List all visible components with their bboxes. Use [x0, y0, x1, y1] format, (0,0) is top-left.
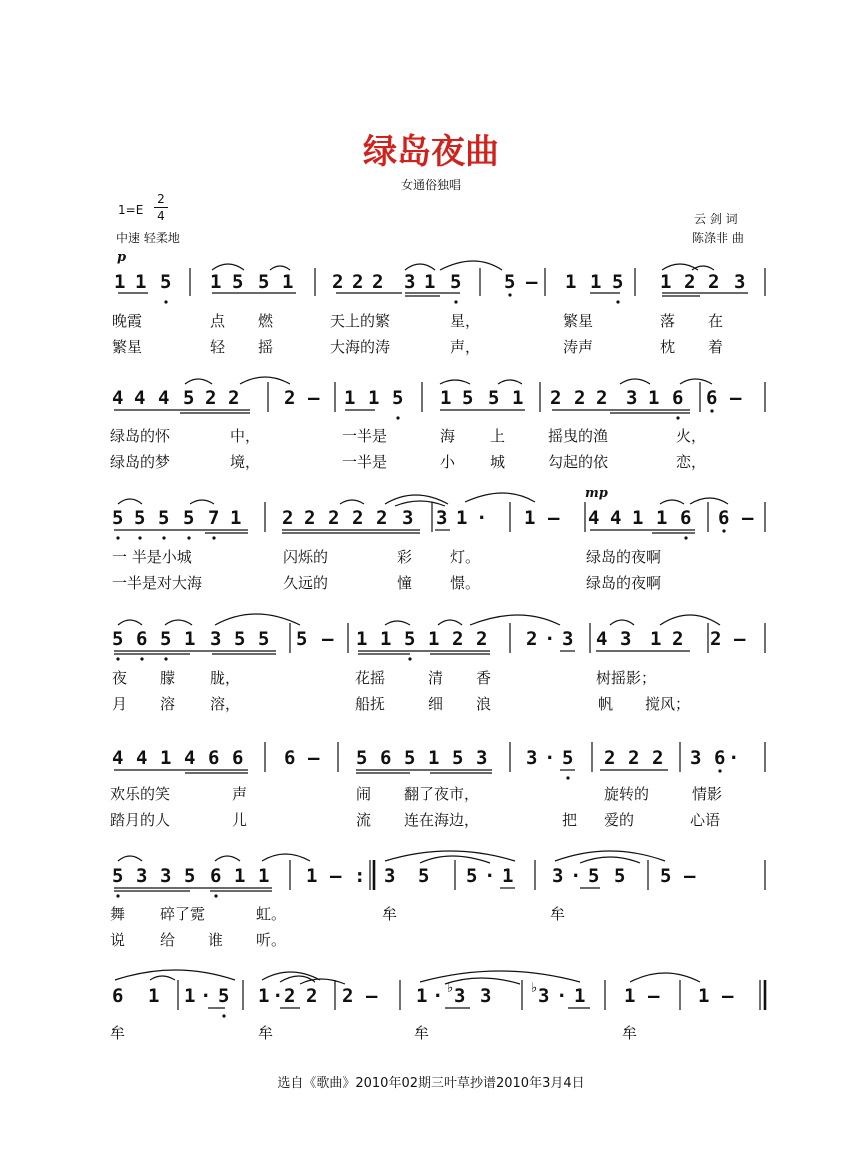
svg-text:–: –: [308, 747, 320, 769]
lyric-syllable: 彩: [397, 548, 413, 566]
lyric-syllable: 在: [708, 312, 724, 330]
svg-text:6: 6: [284, 747, 296, 769]
svg-text:1: 1: [380, 628, 392, 650]
lyric-syllable: 繁星: [563, 312, 594, 330]
svg-text:2: 2: [710, 628, 722, 650]
lyric-syllable: 牟: [382, 905, 398, 923]
svg-text:·: ·: [432, 985, 444, 1007]
svg-text:–: –: [330, 865, 342, 887]
lyric-syllable: 心语: [690, 811, 721, 829]
lyric-syllable: 浪: [476, 695, 492, 713]
svg-text:5: 5: [112, 865, 124, 887]
score-line-1: [0, 250, 862, 360]
svg-text:1: 1: [512, 387, 524, 409]
score-line-2: [0, 370, 862, 480]
svg-text:1: 1: [456, 507, 468, 529]
lyric-syllable: 翻了夜市，: [404, 785, 480, 803]
svg-text:4: 4: [136, 747, 148, 769]
svg-text:4: 4: [158, 387, 170, 409]
lyric-syllable: 说: [110, 931, 126, 949]
lyric-syllable: 声: [232, 785, 248, 803]
lyric-syllable: 虹。: [256, 905, 287, 923]
svg-text:2: 2: [228, 387, 240, 409]
svg-text:1: 1: [114, 271, 126, 293]
svg-text:–: –: [322, 628, 334, 650]
lyric-syllable: 牟: [622, 1024, 638, 1042]
svg-text:5: 5: [488, 387, 500, 409]
notation-line-6: [0, 845, 862, 955]
svg-text:2: 2: [652, 747, 664, 769]
lyric-syllable: 夜: [112, 669, 128, 687]
svg-text:–: –: [722, 985, 734, 1007]
svg-text:2: 2: [596, 387, 608, 409]
svg-text:6: 6: [706, 387, 718, 409]
dynamic-p: p: [117, 250, 127, 265]
lyric-syllable: 绿岛的夜啊: [586, 574, 662, 592]
svg-text:2: 2: [708, 271, 720, 293]
svg-text:1: 1: [344, 387, 356, 409]
lyric-syllable: 旋转的: [604, 785, 650, 803]
svg-text:5: 5: [462, 387, 474, 409]
svg-text:3: 3: [562, 628, 574, 650]
lyric-syllable: 牟: [550, 905, 566, 923]
lyric-syllable: 绿岛的梦: [110, 453, 171, 471]
svg-text:3: 3: [436, 507, 448, 529]
svg-text:–: –: [308, 387, 320, 409]
lyric-syllable: 碎了霓: [160, 905, 206, 923]
svg-text:5: 5: [466, 865, 478, 887]
lyric-syllable: 谁: [208, 931, 224, 949]
lyric-syllable: 细: [428, 695, 444, 713]
svg-text:2: 2: [476, 628, 488, 650]
lyric-syllable: 欢乐的笑: [110, 785, 171, 803]
svg-text:5: 5: [562, 747, 574, 769]
lyric-syllable: 绿岛的怀: [110, 427, 171, 445]
svg-text:3: 3: [734, 271, 746, 293]
lyric-syllable: 闹: [356, 785, 372, 803]
lyric-syllable: 燃: [258, 312, 274, 330]
lyric-syllable: 境，: [230, 453, 261, 471]
svg-text:·: ·: [570, 865, 582, 887]
svg-text:3: 3: [404, 271, 416, 293]
svg-text:1: 1: [650, 628, 662, 650]
svg-text:2: 2: [604, 747, 616, 769]
lyric-syllable: 涛声: [563, 338, 594, 356]
svg-text:·: ·: [544, 747, 556, 769]
svg-text:♭: ♭: [446, 980, 455, 996]
svg-text:4: 4: [596, 628, 608, 650]
lyric-syllable: 月: [112, 695, 128, 713]
time-signature-bottom: 4: [157, 209, 165, 223]
svg-text:1: 1: [184, 985, 196, 1007]
lyric-syllable: 踏月的人: [110, 811, 171, 829]
lyric-syllable: 花摇: [355, 669, 386, 687]
svg-text:1: 1: [416, 985, 428, 1007]
svg-text:3: 3: [402, 507, 414, 529]
lyric-syllable: 一半是对大海: [112, 574, 203, 592]
lyric-syllable: 帆: [598, 695, 614, 713]
svg-text:6: 6: [136, 628, 148, 650]
svg-text:2: 2: [284, 387, 296, 409]
svg-text:5: 5: [160, 628, 172, 650]
lyric-syllable: 落: [660, 312, 676, 330]
svg-text:6: 6: [208, 747, 220, 769]
svg-text:·: ·: [476, 507, 488, 529]
svg-text:2: 2: [352, 271, 364, 293]
svg-text:1: 1: [368, 387, 380, 409]
svg-text:3: 3: [476, 747, 488, 769]
svg-text:4: 4: [112, 387, 124, 409]
svg-text:5: 5: [660, 865, 672, 887]
lyric-syllable: 儿: [232, 811, 248, 829]
svg-text:5: 5: [452, 747, 464, 769]
lyric-syllable: 中，: [230, 427, 261, 445]
svg-text:–: –: [684, 865, 696, 887]
svg-text:5: 5: [450, 271, 462, 293]
lyric-syllable: 点: [210, 312, 226, 330]
svg-text:6: 6: [112, 985, 124, 1007]
svg-text:5: 5: [258, 271, 270, 293]
lyric-syllable: 海: [440, 427, 456, 445]
svg-text:1: 1: [282, 271, 294, 293]
lyric-syllable: 情影: [692, 785, 723, 803]
svg-text:1: 1: [210, 271, 222, 293]
svg-text:5: 5: [392, 387, 404, 409]
svg-text:2: 2: [328, 507, 340, 529]
svg-text:1: 1: [656, 507, 668, 529]
svg-text:5: 5: [612, 271, 624, 293]
svg-text:3: 3: [136, 865, 148, 887]
svg-text:2: 2: [684, 271, 696, 293]
svg-text:1: 1: [590, 271, 602, 293]
lyric-syllable: 溶，: [210, 695, 241, 713]
svg-text:5: 5: [404, 747, 416, 769]
svg-text:2: 2: [352, 507, 364, 529]
svg-text:2: 2: [372, 271, 384, 293]
svg-text:2: 2: [306, 985, 318, 1007]
svg-text:5: 5: [296, 628, 308, 650]
svg-text:1: 1: [632, 507, 644, 529]
lyric-syllable: 上: [490, 427, 506, 445]
lyric-syllable: 勾起的依: [548, 453, 609, 471]
svg-text:5: 5: [234, 628, 246, 650]
lyric-syllable: 轻: [210, 338, 226, 356]
svg-text:5: 5: [112, 507, 124, 529]
svg-text:4: 4: [610, 507, 622, 529]
lyric-syllable: 胧，: [210, 669, 241, 687]
svg-text:2: 2: [452, 628, 464, 650]
composer-credit: 陈涤非 曲: [692, 231, 744, 245]
svg-text:7: 7: [208, 507, 220, 529]
svg-text:3: 3: [538, 985, 550, 1007]
dynamic-mp: mp: [585, 486, 608, 501]
svg-text:6: 6: [672, 387, 684, 409]
lyric-syllable: 摇: [258, 338, 274, 356]
performance-type: 女通俗独唱: [400, 178, 461, 192]
svg-text:5: 5: [258, 628, 270, 650]
lyric-syllable: 牟: [110, 1024, 126, 1042]
svg-text:3: 3: [552, 865, 564, 887]
svg-text:–: –: [526, 271, 538, 293]
notation-line-7: [0, 960, 862, 1070]
svg-text:1: 1: [306, 865, 318, 887]
svg-text:5: 5: [418, 865, 430, 887]
lyric-syllable: 舞: [110, 905, 126, 923]
svg-text:3: 3: [160, 865, 172, 887]
svg-text::: :: [354, 865, 366, 887]
lyric-syllable: 摇曳的渔: [548, 427, 609, 445]
svg-text:5: 5: [504, 271, 516, 293]
svg-text:3: 3: [626, 387, 638, 409]
svg-text:1: 1: [356, 628, 368, 650]
svg-text:·: ·: [484, 865, 496, 887]
svg-text:5: 5: [183, 387, 195, 409]
svg-text:3: 3: [454, 985, 466, 1007]
lyric-syllable: 天上的繁: [330, 312, 391, 330]
score-line-3: [0, 488, 862, 598]
lyric-syllable: 一半是: [342, 427, 388, 445]
svg-text:2: 2: [284, 985, 296, 1007]
lyric-syllable: 火，: [676, 427, 707, 445]
svg-text:·: ·: [200, 985, 212, 1007]
svg-text:4: 4: [134, 387, 146, 409]
svg-text:·: ·: [272, 985, 284, 1007]
lyricist-credit: 云 剑 词: [694, 212, 738, 226]
svg-text:2: 2: [574, 387, 586, 409]
svg-text:6: 6: [232, 747, 244, 769]
svg-text:1: 1: [135, 271, 147, 293]
lyric-syllable: 朦: [160, 669, 176, 687]
source-note: 选自《歌曲》2010年02期三叶草抄谱2010年3月4日: [277, 1076, 585, 1091]
svg-text:–: –: [730, 387, 742, 409]
tempo-marking: 中速 轻柔地: [116, 231, 180, 245]
svg-text:–: –: [548, 507, 560, 529]
lyric-syllable: 繁星: [112, 338, 143, 356]
svg-text:2: 2: [628, 747, 640, 769]
score-line-7: [0, 960, 862, 1070]
lyric-syllable: 连在海边，: [404, 811, 480, 829]
svg-text:2: 2: [304, 507, 316, 529]
lyric-syllable: 把: [562, 811, 578, 829]
lyric-syllable: 爱的: [604, 811, 635, 829]
svg-text:5: 5: [112, 628, 124, 650]
svg-text:1: 1: [424, 271, 436, 293]
lyric-syllable: 着: [708, 338, 724, 356]
time-signature-top: 2: [154, 191, 168, 208]
svg-text:3: 3: [480, 985, 492, 1007]
svg-text:♭: ♭: [530, 980, 539, 996]
svg-text:3: 3: [210, 628, 222, 650]
svg-text:2: 2: [332, 271, 344, 293]
svg-text:1: 1: [440, 387, 452, 409]
lyric-syllable: 溶: [160, 695, 176, 713]
lyric-syllable: 一半是: [342, 453, 388, 471]
svg-text:·: ·: [728, 747, 740, 769]
lyric-syllable: 牟: [414, 1024, 430, 1042]
svg-text:3: 3: [690, 747, 702, 769]
svg-text:4: 4: [184, 747, 196, 769]
lyric-syllable: 大海的涛: [330, 338, 391, 356]
svg-text:1: 1: [234, 865, 246, 887]
lyric-syllable: 一 半是小城: [112, 548, 192, 566]
svg-text:3: 3: [384, 865, 396, 887]
svg-text:1: 1: [574, 985, 586, 1007]
svg-text:1: 1: [428, 747, 440, 769]
svg-text:3: 3: [526, 747, 538, 769]
key-signature: 1=E: [118, 203, 144, 217]
lyric-syllable: 听。: [256, 931, 287, 949]
lyric-syllable: 憧: [397, 574, 413, 592]
svg-text:3: 3: [620, 628, 632, 650]
lyric-syllable: 搅风；: [645, 695, 691, 713]
score-line-5: [0, 730, 862, 840]
svg-text:1: 1: [624, 985, 636, 1007]
lyric-syllable: 闪烁的: [283, 548, 329, 566]
svg-text:1: 1: [502, 865, 514, 887]
svg-text:6: 6: [718, 507, 730, 529]
svg-text:5: 5: [134, 507, 146, 529]
svg-text:5: 5: [404, 628, 416, 650]
lyric-syllable: 船抚: [355, 695, 386, 713]
lyric-syllable: 流: [356, 811, 372, 829]
lyric-syllable: 绿岛的夜啊: [586, 548, 662, 566]
svg-text:1: 1: [698, 985, 710, 1007]
svg-text:5: 5: [232, 271, 244, 293]
svg-text:1: 1: [428, 628, 440, 650]
lyric-syllable: 灯。: [450, 548, 481, 566]
score-line-4: [0, 605, 862, 715]
lyric-syllable: 清: [428, 669, 444, 687]
svg-text:5: 5: [356, 747, 368, 769]
svg-text:–: –: [648, 985, 660, 1007]
svg-text:1: 1: [160, 747, 172, 769]
svg-text:5: 5: [184, 865, 196, 887]
svg-text:1: 1: [660, 271, 672, 293]
svg-text:5: 5: [588, 865, 600, 887]
svg-text:1: 1: [524, 507, 536, 529]
lyric-syllable: 声，: [450, 338, 481, 356]
svg-text:2: 2: [376, 507, 388, 529]
svg-text:·: ·: [544, 628, 556, 650]
time-signature: [154, 191, 168, 224]
svg-text:2: 2: [205, 387, 217, 409]
lyric-syllable: 晚霞: [112, 312, 143, 330]
lyric-syllable: 香: [476, 669, 492, 687]
score-line-6: [0, 845, 862, 955]
svg-text:1: 1: [648, 387, 660, 409]
lyric-syllable: 城: [490, 453, 506, 471]
svg-text:5: 5: [218, 985, 230, 1007]
lyric-syllable: 给: [160, 931, 176, 949]
svg-text:6: 6: [380, 747, 392, 769]
lyric-syllable: 星，: [450, 312, 481, 330]
lyric-syllable: 久远的: [283, 574, 329, 592]
svg-text:1: 1: [148, 985, 160, 1007]
lyric-syllable: 小: [440, 453, 456, 471]
svg-text:2: 2: [672, 628, 684, 650]
svg-text:4: 4: [112, 747, 124, 769]
svg-text:1: 1: [184, 628, 196, 650]
lyric-syllable: 树摇影；: [596, 669, 657, 687]
lyric-syllable: 憬。: [450, 574, 481, 592]
svg-text:5: 5: [183, 507, 195, 529]
svg-text:2: 2: [342, 985, 354, 1007]
lyric-syllable: 恋，: [676, 453, 707, 471]
svg-text:2: 2: [550, 387, 562, 409]
svg-text:5: 5: [160, 271, 172, 293]
lyric-syllable: 枕: [660, 338, 676, 356]
svg-text:6: 6: [714, 747, 726, 769]
svg-text:·: ·: [556, 985, 568, 1007]
svg-text:1: 1: [258, 985, 270, 1007]
svg-text:2: 2: [526, 628, 538, 650]
svg-text:6: 6: [210, 865, 222, 887]
svg-text:6: 6: [680, 507, 692, 529]
svg-text:1: 1: [565, 271, 577, 293]
svg-text:1: 1: [258, 865, 270, 887]
svg-text:5: 5: [614, 865, 626, 887]
svg-text:–: –: [366, 985, 378, 1007]
svg-text:–: –: [734, 628, 746, 650]
svg-text:5: 5: [158, 507, 170, 529]
svg-text:–: –: [742, 507, 754, 529]
lyric-syllable: 牟: [258, 1024, 274, 1042]
svg-text:1: 1: [230, 507, 242, 529]
svg-text:4: 4: [588, 507, 600, 529]
svg-text:2: 2: [282, 507, 294, 529]
song-title: 绿岛夜曲: [363, 132, 499, 172]
